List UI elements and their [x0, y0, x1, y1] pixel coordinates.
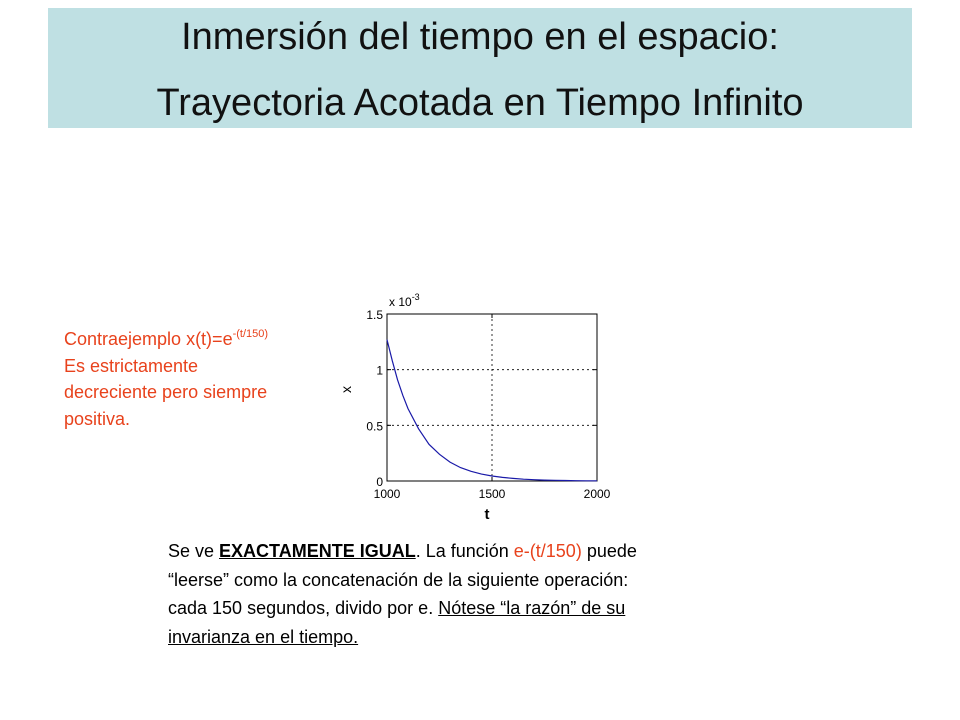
x-tick-label: 1000: [373, 487, 401, 501]
underlined-note: Nótese “la razón” de su: [438, 598, 626, 618]
formula-text: Contraejemplo x(t)=e: [64, 329, 233, 349]
explanation-paragraph: [168, 537, 808, 651]
title-line-1: Inmersión del tiempo en el espacio:: [181, 16, 779, 58]
note-line-4: positiva.: [64, 408, 131, 429]
y-multiplier-label: x $10^{-3}$: [389, 292, 420, 309]
counterexample-note: [64, 326, 354, 432]
x-tick-label: 1500: [478, 487, 506, 501]
underlined-note-end: invarianza en el tiempo.: [168, 626, 359, 647]
y-axis-label: x: [338, 386, 354, 393]
decay-plot: [330, 280, 630, 530]
emphasis-exactly-equal: EXACTAMENTE IGUAL: [219, 541, 416, 561]
y-tick-label: 1: [376, 363, 383, 378]
x-axis-label: t: [484, 506, 490, 523]
para-line-3: cada 150 segundos, divido por e. Nótese “la razón” de su: [168, 598, 626, 618]
para-line-2: “leerse” como la concatenación de la siguiente operación:: [168, 569, 629, 590]
note-line-2: Es estrictamente: [64, 355, 199, 376]
axis-ticks: [366, 308, 610, 501]
title-banner: [48, 8, 912, 128]
y-tick-label: 0: [376, 475, 383, 489]
x-tick-label: 2000: [583, 487, 611, 501]
para-line-1: Se ve EXACTAMENTE IGUAL. La función e-(t/150) puede: [168, 541, 637, 561]
y-tick-label: 0.5: [366, 419, 383, 434]
formula-exponent: -(t/150): [232, 328, 269, 340]
para-line-4: [168, 623, 808, 652]
counterexample-formula: [64, 326, 354, 353]
note-line-3: decreciente pero siempre: [64, 382, 268, 402]
y-tick-label: 1.5: [366, 308, 383, 322]
grid-lines: [387, 314, 597, 481]
title-line-2: Trayectoria Acotada en Tiempo Infinito: [156, 82, 804, 124]
function-expression: e-(t/150): [513, 541, 582, 561]
